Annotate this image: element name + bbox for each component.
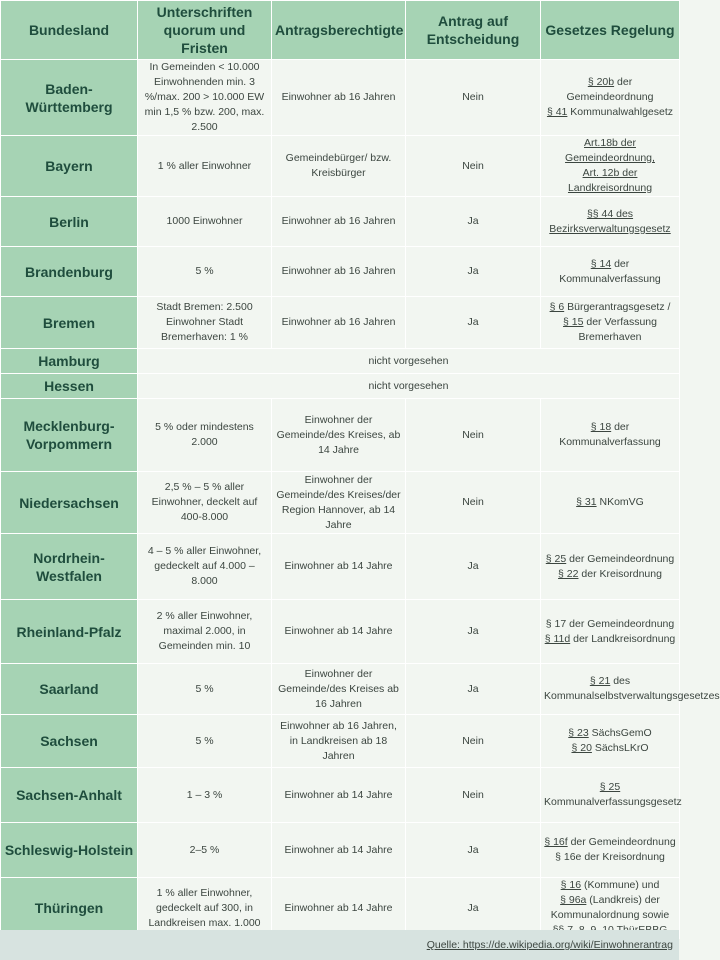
- law-line: [544, 105, 676, 120]
- decision-cell: Nein: [406, 136, 541, 197]
- law-cell: [541, 664, 720, 715]
- law-line: [544, 136, 676, 166]
- law-line: [544, 207, 676, 237]
- law-line: [544, 166, 676, 196]
- law-cell: [541, 297, 680, 349]
- law-line: [544, 780, 676, 795]
- law-link[interactable]: §§ 44 des Bezirksverwaltungsgesetz: [549, 207, 671, 235]
- law-link[interactable]: § 25: [545, 552, 567, 565]
- law-text: der Landkreisordnung: [570, 632, 676, 645]
- law-text: der Gemeindeordnung: [566, 76, 654, 103]
- quorum-cell: 2,5 % – 5 % aller Einwohner, deckelt auf 400-8.000: [138, 472, 272, 534]
- state-name: Bremen: [1, 297, 138, 349]
- law-line: [544, 300, 676, 315]
- law-link[interactable]: § 25: [599, 781, 621, 793]
- law-link[interactable]: § 14: [590, 257, 612, 270]
- state-name: Baden-Württemberg: [1, 60, 138, 136]
- not-provided-cell: nicht vorgesehen: [138, 374, 680, 399]
- law-line: [544, 552, 676, 567]
- table-row: [1, 600, 680, 664]
- quorum-cell: 5 %: [138, 664, 272, 715]
- header-bundesland: Bundesland: [1, 1, 138, 60]
- quorum-cell: 5 %: [138, 715, 272, 768]
- decision-cell: Ja: [406, 197, 541, 247]
- law-link[interactable]: § 22: [558, 567, 579, 580]
- state-name: Hessen: [1, 374, 138, 399]
- law-line: [544, 567, 676, 582]
- table-row: [1, 768, 680, 823]
- state-name: Berlin: [1, 197, 138, 247]
- decision-cell: Ja: [406, 823, 541, 878]
- table-row: [1, 197, 680, 247]
- law-link[interactable]: § 6: [549, 301, 565, 313]
- decision-cell: Ja: [406, 600, 541, 664]
- decision-cell: Ja: [406, 878, 541, 939]
- quorum-cell: 5 % oder mindestens 2.000: [138, 399, 272, 472]
- law-cell: [541, 472, 680, 534]
- state-name: Sachsen-Anhalt: [1, 768, 138, 823]
- eligible-cell: Einwohner ab 16 Jahren: [272, 197, 406, 247]
- table-row: [1, 664, 680, 715]
- law-link[interactable]: § 18: [590, 421, 612, 433]
- law-line: [544, 835, 676, 850]
- law-cell: [541, 768, 680, 823]
- table-row: [1, 715, 680, 768]
- law-text: Bürgerantragsgesetz /: [564, 301, 671, 313]
- law-line: [544, 75, 676, 105]
- law-cell: [541, 197, 680, 247]
- decision-cell: Ja: [406, 664, 541, 715]
- table-row: [1, 823, 680, 878]
- law-line: [544, 741, 676, 756]
- state-name: Schleswig-Holstein: [1, 823, 138, 878]
- law-text: der Kreisordnung: [578, 567, 662, 580]
- law-link[interactable]: § 96a: [560, 894, 587, 906]
- eligible-cell: Einwohner der Gemeinde/des Kreises/der Region Hannover, ab 14 Jahre: [272, 472, 406, 534]
- law-text: (Landkreis) der Kommunalordnung sowie: [550, 894, 670, 921]
- quorum-cell: Stadt Bremen: 2.500 Einwohner Stadt Bremerhaven: 1 %: [138, 297, 272, 349]
- law-link[interactable]: Art.18b der Gemeindeordnung,: [565, 137, 655, 164]
- header-gesetzes-regelung: Gesetzes Regelung: [541, 1, 680, 60]
- law-line: [544, 850, 676, 865]
- decision-cell: Ja: [406, 534, 541, 600]
- decision-cell: Ja: [406, 247, 541, 297]
- law-cell: [541, 60, 680, 136]
- state-name: Sachsen: [1, 715, 138, 768]
- header-quorum: Unterschriften quorum und Fristen: [138, 1, 272, 60]
- law-link[interactable]: § 20b: [587, 76, 615, 88]
- law-text: SächsLKrO: [591, 742, 649, 754]
- header-row: [1, 1, 680, 60]
- state-name: Thüringen: [1, 878, 138, 939]
- eligible-cell: Einwohner der Gemeinde/des Kreises ab 16 Jahren: [272, 664, 406, 715]
- law-cell: [541, 823, 680, 878]
- law-link[interactable]: Art. 12b der Landkreisordnung: [567, 167, 653, 194]
- table-row: [1, 60, 680, 136]
- law-link[interactable]: § 11d: [544, 632, 571, 645]
- table-row: [1, 297, 680, 349]
- quorum-cell: 5 %: [138, 247, 272, 297]
- quorum-cell: 4 – 5 % aller Einwohner, gedeckelt auf 4.000 – 8.000: [138, 534, 272, 600]
- eligible-cell: Einwohner ab 16 Jahren: [272, 60, 406, 136]
- table-row: [1, 534, 680, 600]
- law-text: NKomVG: [596, 496, 644, 508]
- decision-cell: Nein: [406, 399, 541, 472]
- law-line: [544, 795, 682, 810]
- law-text: (Kommune) und: [581, 879, 660, 891]
- eligible-cell: Einwohner ab 16 Jahren, in Landkreisen ab 18 Jahren: [272, 715, 406, 768]
- header-antragsberechtigte: Antragsberechtigte: [272, 1, 406, 60]
- not-provided-cell: nicht vorgesehen: [138, 349, 680, 374]
- law-line: [544, 420, 676, 450]
- law-line: [544, 632, 676, 647]
- state-name: Brandenburg: [1, 247, 138, 297]
- table-row: [1, 374, 680, 399]
- state-name: Bayern: [1, 136, 138, 197]
- law-text: § 17 der Gemeindeordnung: [545, 617, 675, 630]
- law-line: [544, 726, 676, 741]
- law-link[interactable]: § 41: [546, 106, 568, 118]
- quorum-cell: 1 % aller Einwohner: [138, 136, 272, 197]
- law-cell: [541, 399, 680, 472]
- state-name: Hamburg: [1, 349, 138, 374]
- law-text: der Gemeindeordnung: [567, 836, 676, 848]
- law-cell: [541, 600, 680, 664]
- law-text: SächsGemO: [588, 727, 652, 739]
- eligible-cell: Einwohner ab 14 Jahre: [272, 534, 406, 600]
- law-link[interactable]: § 16f: [544, 836, 568, 848]
- state-name: Mecklenburg-Vorpommern: [1, 399, 138, 472]
- decision-cell: Nein: [406, 768, 541, 823]
- law-text: Kommunalwahlgesetz: [567, 106, 674, 118]
- table-row: [1, 472, 680, 534]
- law-cell: [541, 715, 680, 768]
- source-bar: [0, 930, 679, 960]
- state-name: Rheinland-Pfalz: [1, 600, 138, 664]
- table-row: [1, 136, 680, 197]
- law-link[interactable]: § 21: [589, 675, 611, 687]
- law-link[interactable]: § 20: [571, 742, 592, 754]
- state-name: Niedersachsen: [1, 472, 138, 534]
- law-text: der Verfassung Bremerhaven: [578, 316, 657, 343]
- quorum-cell: 1000 Einwohner: [138, 197, 272, 247]
- law-link[interactable]: § 15: [563, 316, 584, 328]
- decision-cell: Nein: [406, 60, 541, 136]
- table-body: [1, 60, 720, 939]
- eligible-cell: Einwohner ab 14 Jahre: [272, 768, 406, 823]
- eligible-cell: Einwohner der Gemeinde/des Kreises, ab 14 Jahre: [272, 399, 406, 472]
- law-cell: [541, 136, 680, 197]
- decision-cell: Nein: [406, 715, 541, 768]
- law-link[interactable]: § 31: [576, 496, 597, 508]
- law-text: der Kommunalverfassung: [559, 257, 661, 285]
- eligible-cell: Einwohner ab 14 Jahre: [272, 600, 406, 664]
- law-line: [544, 878, 676, 893]
- quorum-cell: 1 % aller Einwohner, gedeckelt auf 300, in Landkreisen max. 1.000: [138, 878, 272, 939]
- quorum-cell: 2–5 %: [138, 823, 272, 878]
- law-text: § 16e der Kreisordnung: [555, 851, 665, 863]
- law-cell: [541, 534, 680, 600]
- state-name: Nordrhein-Westfalen: [1, 534, 138, 600]
- law-line: [544, 893, 676, 923]
- law-line: [544, 257, 676, 287]
- law-line: [544, 617, 676, 632]
- law-cell: [541, 247, 680, 297]
- law-text: der Kommunalverfassung: [559, 421, 661, 448]
- law-line: [544, 674, 720, 704]
- eligible-cell: Einwohner ab 14 Jahre: [272, 823, 406, 878]
- law-text: Kommunalverfassungsgesetz: [544, 796, 682, 808]
- quorum-cell: In Gemeinden < 10.000 Einwohnenden min. 3 %/max. 200 > 10.000 EW min 1,5 % bzw. 200, max. 2.500: [138, 60, 272, 136]
- eligible-cell: Einwohner ab 16 Jahren: [272, 247, 406, 297]
- quorum-cell: 2 % aller Einwohner, maximal 2.000, in Gemeinden min. 10: [138, 600, 272, 664]
- law-line: [544, 315, 676, 345]
- state-name: Saarland: [1, 664, 138, 715]
- eligible-cell: Einwohner ab 14 Jahre: [272, 878, 406, 939]
- quorum-cell: 1 – 3 %: [138, 768, 272, 823]
- law-link[interactable]: § 16: [560, 879, 582, 891]
- law-link[interactable]: § 23: [568, 727, 589, 739]
- eligible-cell: Gemeindebürger/ bzw. Kreisbürger: [272, 136, 406, 197]
- law-text: des Kommunalselbstverwaltungsgesetzes: [544, 675, 720, 702]
- source-link[interactable]: Quelle: https://de.wikipedia.org/wiki/Einwohnerantrag: [426, 939, 673, 951]
- eligible-cell: Einwohner ab 16 Jahren: [272, 297, 406, 349]
- law-text: der Gemeindeordnung: [566, 552, 675, 565]
- header-antrag-entscheidung: Antrag auf Entscheidung: [406, 1, 541, 60]
- table-row: [1, 349, 680, 374]
- law-line: [544, 495, 676, 510]
- decision-cell: Nein: [406, 472, 541, 534]
- table-row: [1, 247, 680, 297]
- decision-cell: Ja: [406, 297, 541, 349]
- table-row: [1, 399, 680, 472]
